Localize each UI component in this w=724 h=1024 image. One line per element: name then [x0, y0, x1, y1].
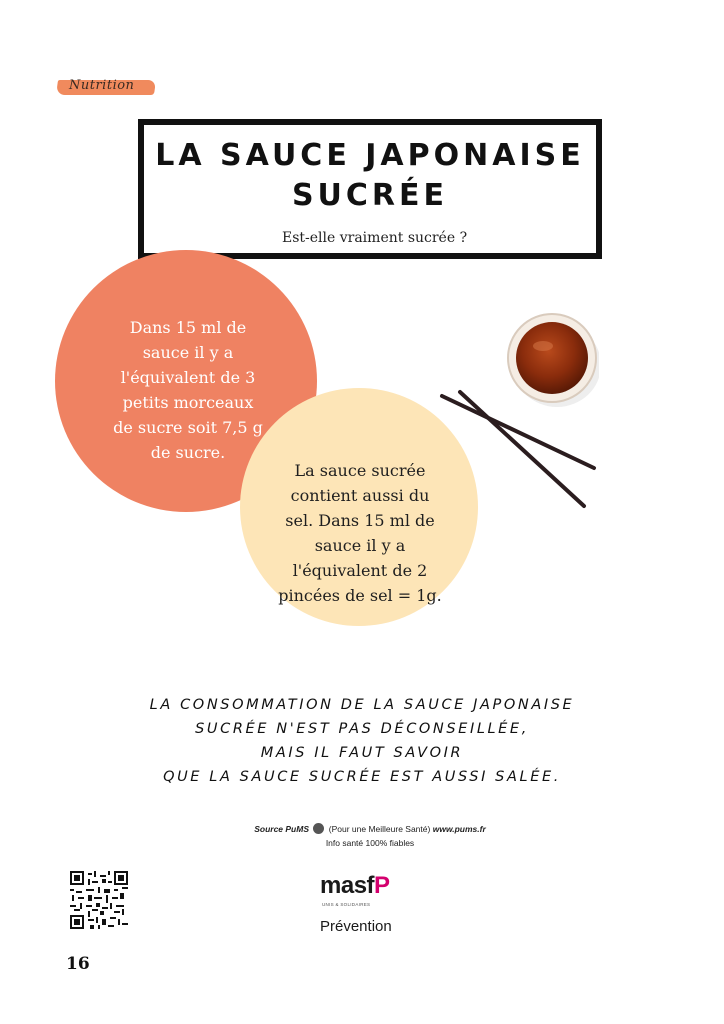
conclusion-line: LA CONSOMMATION DE LA SAUCE JAPONAISE — [149, 697, 575, 713]
sugar-line: l'équivalent de 3 — [120, 368, 256, 387]
masfip-prevention-logo — [315, 872, 415, 938]
page-number: 16 — [66, 954, 90, 974]
conclusion-text — [100, 693, 624, 789]
salt-line: l'équivalent de 2 — [292, 561, 428, 580]
conclusion-line: MAIS IL FAUT SAVOIR — [260, 745, 464, 761]
salt-line: pincées de sel = 1g. — [278, 586, 442, 605]
sugar-fact — [95, 315, 281, 465]
logo-wordmark: masfP — [320, 872, 390, 899]
page-subtitle: Est-elle vraiment sucrée ? — [282, 230, 468, 246]
page-title — [138, 136, 602, 216]
sugar-line: sauce il y a — [142, 343, 234, 362]
salt-line: contient aussi du — [290, 486, 430, 505]
salt-line: sel. Dans 15 ml de — [285, 511, 435, 530]
conclusion-line: QUE LA SAUCE SUCRÉE EST AUSSI SALÉE. — [163, 769, 561, 785]
sugar-line: de sucre. — [150, 443, 226, 462]
source-label: Source PuMS — [254, 824, 309, 834]
chopsticks-image — [438, 388, 608, 513]
salt-line: La sauce sucrée — [294, 461, 426, 480]
conclusion-line: SUCRÉE N'EST PAS DÉCONSEILLÉE, — [195, 721, 529, 737]
sugar-line: de sucre soit 7,5 g — [113, 418, 263, 437]
salt-fact — [268, 458, 452, 608]
source-tagline: Info santé 100% fiables — [325, 838, 415, 848]
title-line-1: LA SAUCE JAPONAISE — [155, 138, 585, 173]
sugar-line: Dans 15 ml de — [129, 318, 247, 337]
logo-subtitle: Prévention — [320, 918, 392, 935]
pums-logo-icon — [313, 823, 324, 834]
sugar-line: petits morceaux — [122, 393, 254, 412]
salt-line: sauce il y a — [314, 536, 406, 555]
source-url[interactable]: www.pums.fr — [432, 824, 486, 834]
logo-tagline: UNIS & SOLIDAIRES — [322, 902, 371, 907]
qr-code-icon[interactable] — [70, 871, 128, 929]
source-detail: (Pour une Meilleure Santé) — [328, 824, 431, 834]
section-tag-label: Nutrition — [69, 78, 135, 93]
title-line-2: SUCRÉE — [291, 178, 449, 213]
source-note — [190, 822, 550, 850]
section-tag — [57, 76, 155, 98]
